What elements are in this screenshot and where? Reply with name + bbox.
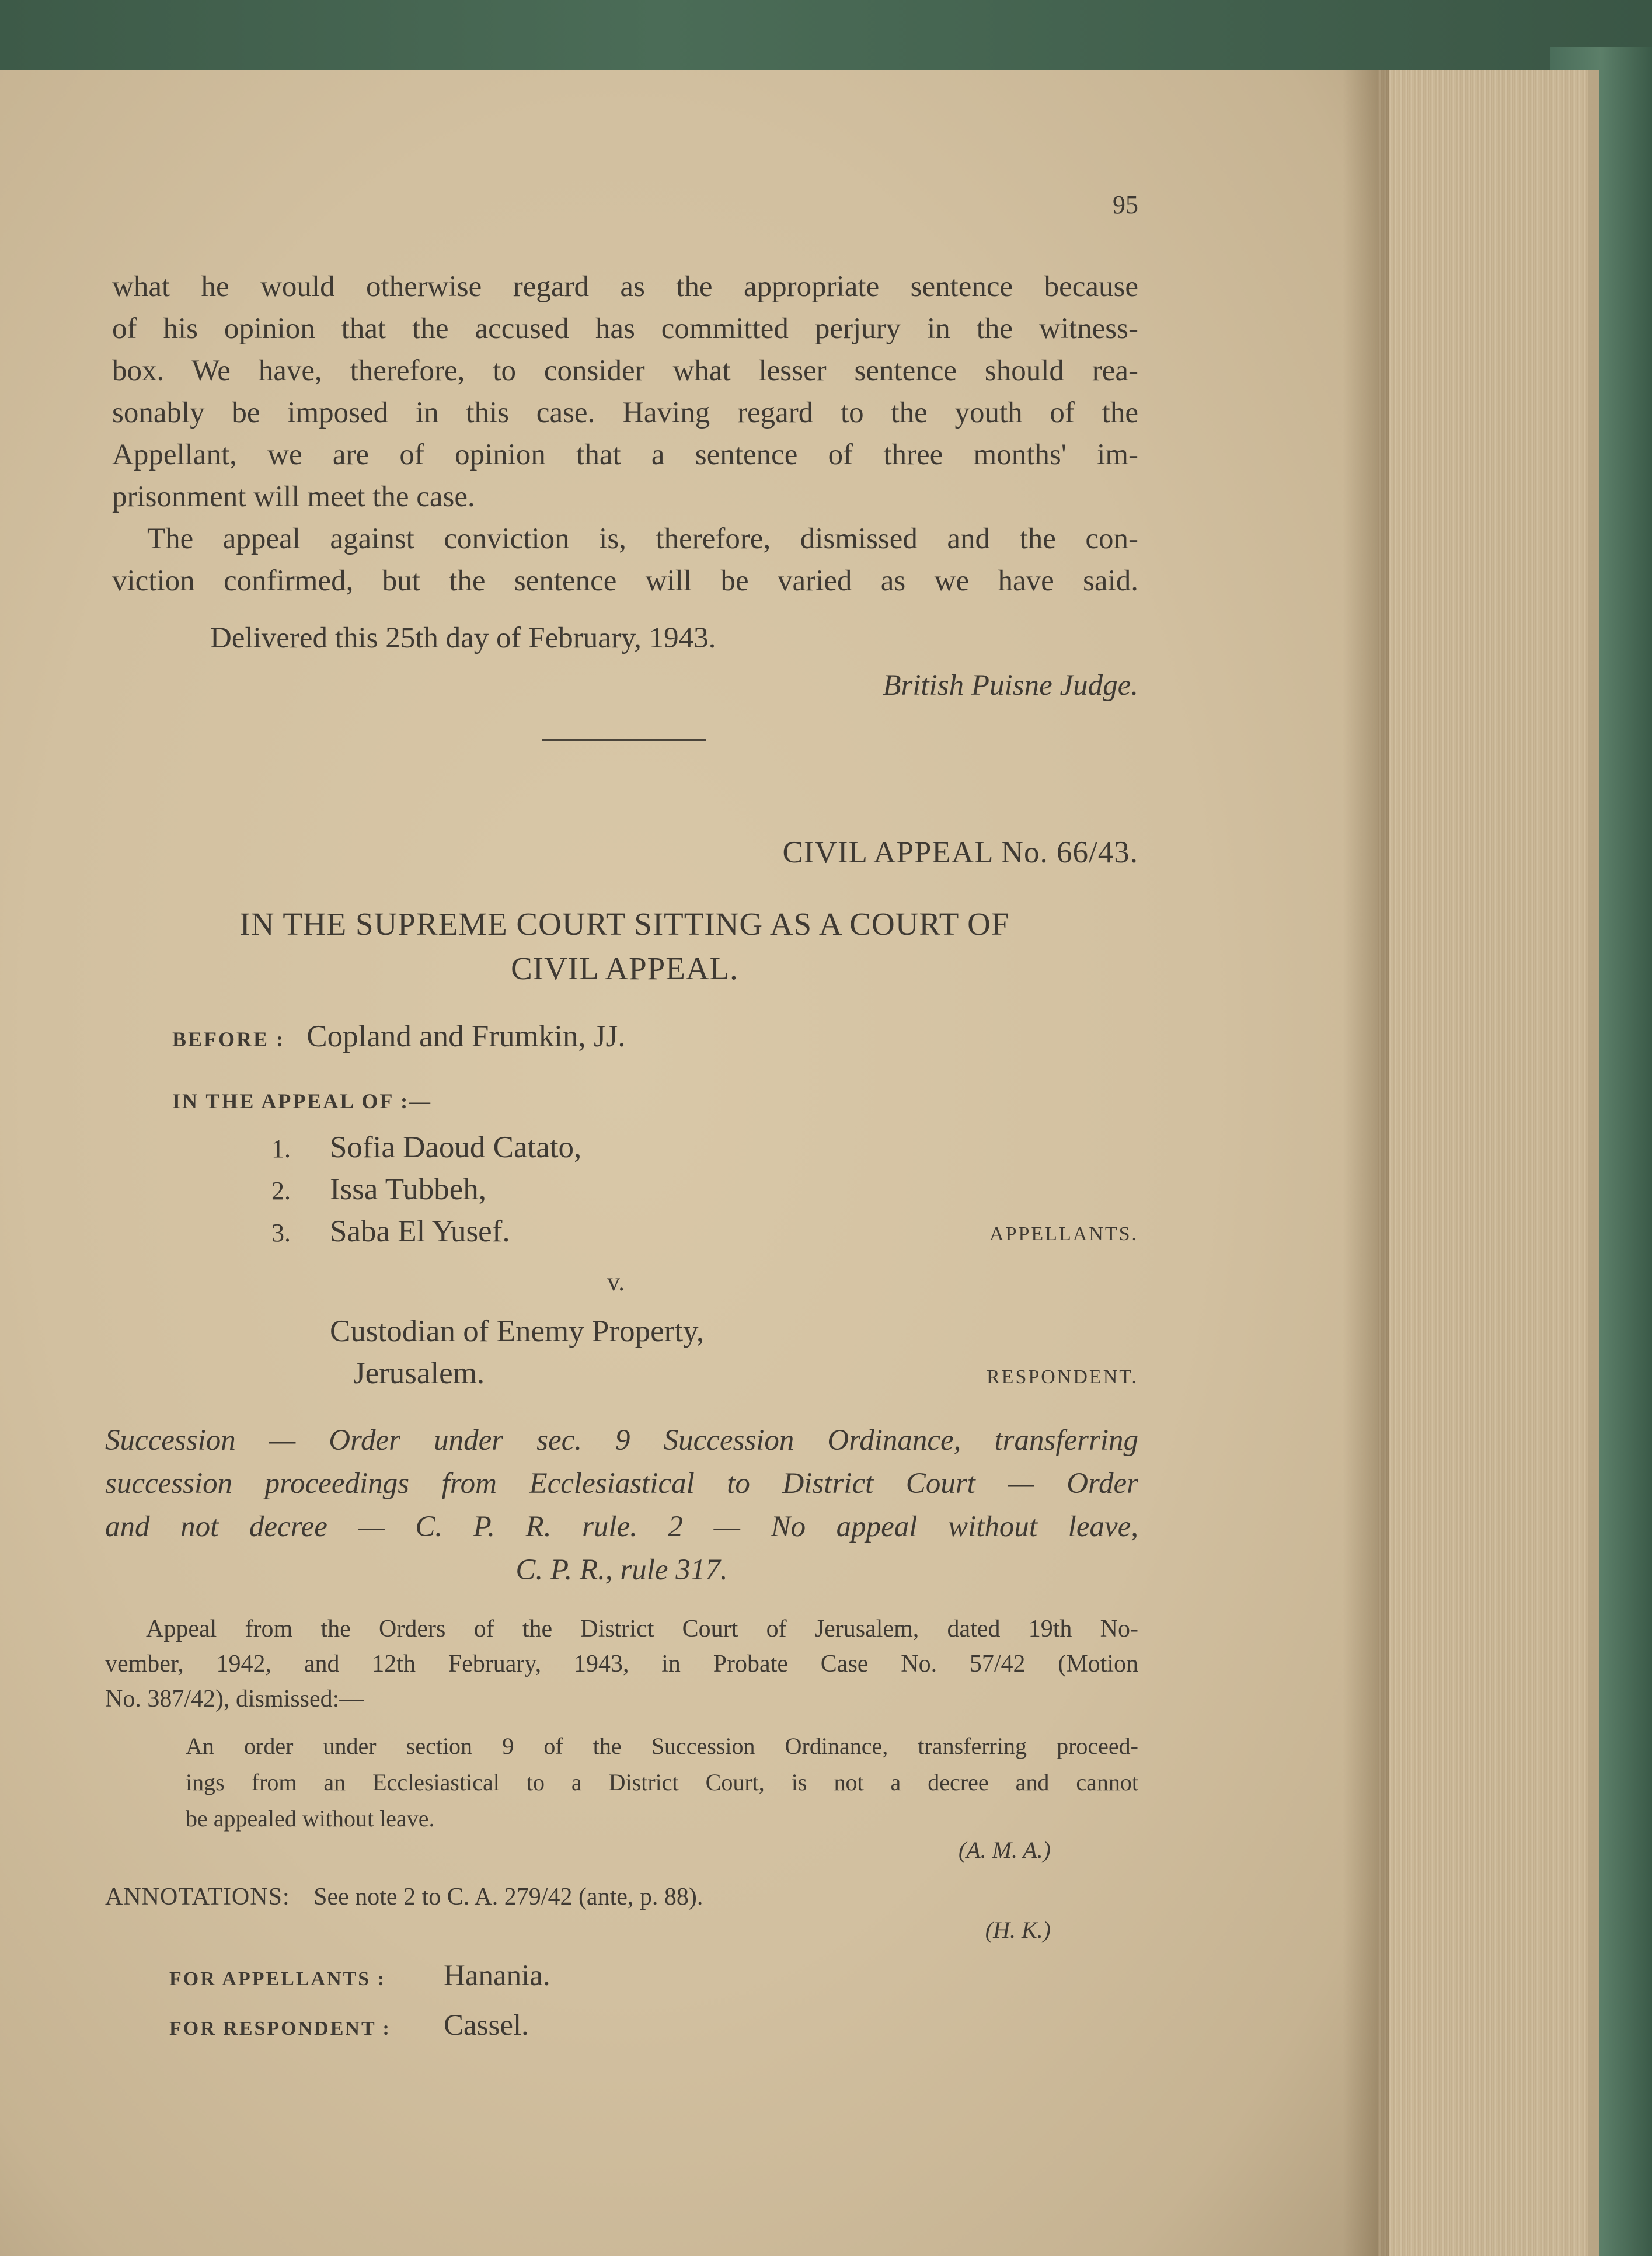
text-line: be appealed without leave. (186, 1805, 435, 1832)
annotations-label: ANNOTATIONS: (105, 1884, 290, 1910)
appellant-3 (271, 1214, 510, 1249)
appeal-of-label: IN THE APPEAL OF :— (172, 1089, 433, 1113)
respondent-label: RESPONDENT. (987, 1366, 1138, 1388)
appeal-from (105, 1611, 1138, 1717)
counsel-respondent (169, 2008, 529, 2042)
headnote-line: C. P. R., rule 317. (515, 1554, 728, 1586)
appellant-2 (271, 1172, 486, 1207)
text-line: ings from an Ecclesiastical to a District Court, is not a decree and cannot (186, 1769, 1138, 1795)
text-line: Appellant, we are of opinion that a sentence of three months' im- (112, 438, 1138, 471)
reporter-initials: (A. M. A.) (958, 1837, 1051, 1863)
counsel-label: FOR RESPONDENT : (169, 2018, 391, 2039)
annotator-initials: (H. K.) (985, 1917, 1051, 1943)
text-line: prisonment will meet the case. (112, 481, 475, 513)
appellant-name: Issa Tubbeh, (330, 1172, 487, 1206)
text-line: sonably be imposed in this case. Having regard to the youth of the (112, 396, 1138, 429)
case-number: CIVIL APPEAL No. 66/43. (782, 835, 1138, 869)
judge-signature: British Puisne Judge. (883, 669, 1138, 702)
opening-paragraph (112, 266, 1138, 518)
respondent-line-2: Jerusalem. (353, 1356, 485, 1390)
text-line: what he would otherwise regard as the appropriate sentence because (112, 270, 1138, 303)
versus: v. (607, 1268, 625, 1296)
text-line: No. 387/42), dismissed:— (105, 1686, 364, 1712)
delivered-line: Delivered this 25th day of February, 1943. (210, 622, 716, 654)
court-title-line: CIVIL APPEAL. (511, 951, 738, 986)
counsel-name: Hanania. (444, 1959, 550, 1992)
annotations (105, 1883, 981, 1911)
judges: Copland and Frumkin, JJ. (306, 1019, 626, 1053)
court-title (111, 902, 1138, 991)
appellant-name: Saba El Yusef. (330, 1214, 510, 1248)
respondent-line-1: Custodian of Enemy Property, (330, 1314, 705, 1348)
counsel-label: FOR APPELLANTS : (169, 1968, 386, 1990)
text-line: viction confirmed, but the sentence will be varied as we have said. (112, 565, 1138, 597)
text-line: vember, 1942, and 12th February, 1943, in Probate Case No. 57/42 (Motion (105, 1651, 1138, 1677)
holding (186, 1728, 1138, 1837)
second-paragraph (112, 518, 1138, 602)
text-line: The appeal against conviction is, therefore, dismissed and the con- (147, 523, 1138, 555)
appellant-name: Sofia Daoud Catato, (330, 1130, 582, 1164)
text-line: box. We have, therefore, to consider what lesser sentence should rea- (112, 354, 1138, 387)
headnote-line: Succession — Order under sec. 9 Succession Ordinance, transferring (105, 1424, 1138, 1457)
before-label: BEFORE : (172, 1028, 285, 1051)
appellants-label: APPELLANTS. (989, 1223, 1138, 1245)
court-title-line: IN THE SUPREME COURT SITTING AS A COURT OF (239, 906, 1010, 942)
appellant-number: 3. (271, 1218, 291, 1247)
page-number: 95 (1113, 190, 1138, 219)
appellant-number: 1. (271, 1134, 291, 1163)
annotations-text: See note 2 to C. A. 279/42 (ante, p. 88). (313, 1884, 703, 1910)
text-line: of his opinion that the accused has committed perjury in the witness- (112, 312, 1138, 345)
page-edges (1366, 70, 1588, 2256)
headnote-line: and not decree — C. P. R. rule. 2 — No appeal without leave, (105, 1510, 1138, 1543)
counsel-name: Cassel. (444, 2009, 529, 2042)
before-line (172, 1019, 625, 1054)
headnote-line: succession proceedings from Ecclesiastical to District Court — Order (105, 1467, 1138, 1500)
appellant-1 (271, 1130, 581, 1165)
appellant-number: 2. (271, 1176, 291, 1205)
section-divider (542, 739, 706, 741)
headnote (105, 1419, 1138, 1592)
counsel-appellants (169, 1959, 550, 1993)
text-line: An order under section 9 of the Succession Ordinance, transferring proceed- (186, 1733, 1138, 1759)
text-line: Appeal from the Orders of the District Court of Jerusalem, dated 19th No- (146, 1616, 1138, 1642)
